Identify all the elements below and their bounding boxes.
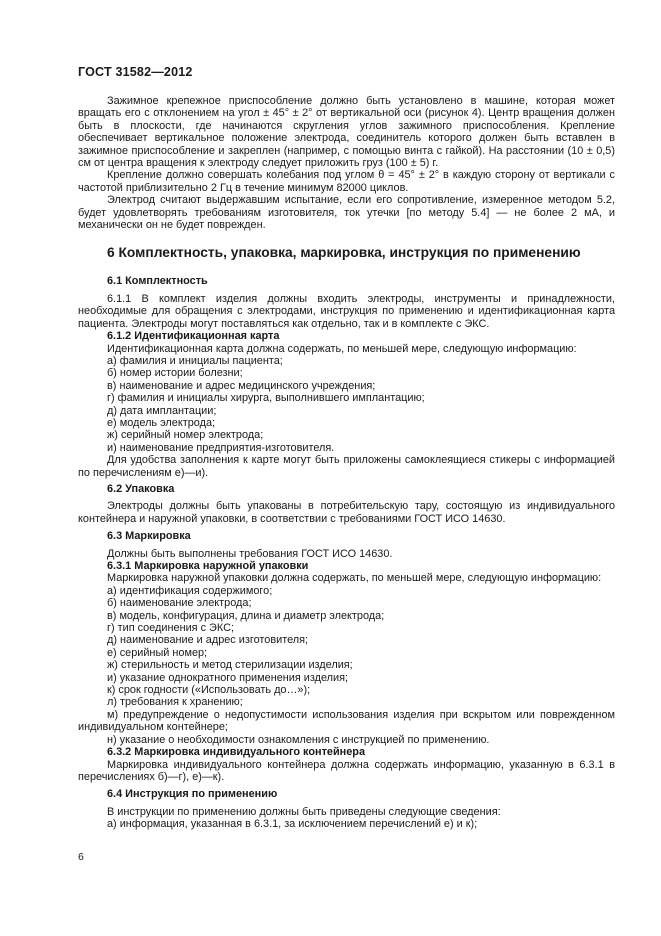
section-6-3-1-intro: Маркировка наружной упаковки должна содержать, по меньшей мере, следующую информацию: [107,572,602,585]
paragraph-oscillation: Крепление должно совершать колебания под углом θ = 45° ± 2° в каждую сторону от вертикали с частотой приблизительно 2 Гц в течение минимум 82000 циклов. [78,169,615,194]
list-item: л) требования к хранению; [107,696,243,709]
section-6-2-text: Электроды должны быть упакованы в потребительскую тару, состоящую из индивидуального контейнера и наружной упаковки, в соответствии с требованиями ГОСТ ИСО 14630. [78,500,615,525]
list-item: н) указание о необходимости ознакомления с инструкцией по применению. [107,733,490,746]
section-6-4-intro: В инструкции по применению должны быть приведены следующие сведения: [107,805,501,818]
list-item: а) фамилия и инициалы пациента; [107,354,283,367]
section-6-3-1-title: 6.3.1 Маркировка наружной упаковки [107,560,309,572]
list-item: в) модель, конфигурация, длина и диаметр электрода; [107,609,385,622]
section-6-3-2-text: Маркировка индивидуального контейнера должна содержать информацию, указанную в 6.3.1 в перечислениях б)—г), е)—к). [78,758,615,783]
list-item: д) наименование и адрес изготовителя; [107,634,309,647]
list-item: м) предупреждение о недопустимости использования изделия при вскрытом или поврежденном индивидуальном контейнере; [78,708,615,734]
paragraph-pass-criteria: Электрод считают выдержавшим испытание, если его сопротивление, измеренное методом 5.2, будет удовлетворять требованиям изготовителя, ток утечки [по методу 5.4] — не более 2 мА, и механически он не будет поврежден. [78,194,615,232]
section-6-4-title: 6.4 Инструкция по применению [107,788,278,801]
list-item: и) наименование предприятия-изготовителя. [107,441,335,454]
list-item: г) фамилия и инициалы хирурга, выполнившего имплантацию; [107,392,425,405]
standard-header: ГОСТ 31582—2012 [78,65,193,79]
list-item: ж) стерильность и метод стерилизации изделия; [107,659,353,672]
paragraph-clamp: Зажимное крепежное приспособление должно быть установлено в машине, которая может вращать его с отклонением на угол ± 45° ± 2° от вертикальной оси (рисунок 4). Центр вращения должен быть в плоскости, где начинаются скругления углов зажимного приспособления. Крепление обеспечивает вертикальное положение электрода, соединитель которого должен быть вставлен в зажимное приспособление и закреплен (например, с помощью винта с гайкой). На расстоянии (10 ± 0,5) см от центра вращения к электроду следует приложить груз (100 ± 5) г. [78,95,615,170]
section-6-1-1-text: 6.1.1 В комплект изделия должны входить электроды, инструменты и принадлежности, необходимые для обращения с электродами, инструкция по применению и идентификационная карта пациента. Электроды могут поставляться как отдельно, так и в комплекте с ЭКС. [78,292,615,330]
list-item: е) модель электрода; [107,416,216,429]
list-item: е) серийный номер; [107,646,208,659]
page-number: 6 [78,851,84,863]
list-item: ж) серийный номер электрода; [107,429,264,442]
list-item: г) тип соединения с ЭКС; [107,622,235,635]
section-6-3-2-title: 6.3.2 Маркировка индивидуального контейнера [107,746,366,759]
section-6-3-title: 6.3 Маркировка [107,530,191,543]
list-item: д) дата имплантации; [107,404,217,417]
section-6-3-text: Должны быть выполнены требования ГОСТ ИСО 14630. [107,547,393,560]
list-item: к) срок годности («Использовать до…»); [107,684,311,697]
section-6-1-2-note: Для удобства заполнения к карте могут быть приложены самоклеящиеся стикеры с информацией по перечислениям е)—и). [78,454,615,479]
page-content [78,95,615,831]
list-item: а) идентификация содержимого; [107,584,273,597]
list-item: б) наименование электрода; [107,597,252,610]
section-6-1-title: 6.1 Комплектность [107,275,208,288]
list-item: а) информация, указанная в 6.3.1, за исключением перечислений е) и к); [107,818,478,831]
id-card-list [78,355,615,454]
list-item: б) номер истории болезни; [107,367,243,380]
section-6-1-2-title: 6.1.2 Идентификационная карта [107,330,280,343]
section-6-title: 6 Комплектность, упаковка, маркировка, инструкция по применению [107,245,581,261]
list-item: в) наименование и адрес медицинского учреждения; [107,379,376,392]
section-6-1-2-intro: Идентификационная карта должна содержать, по меньшей мере, следующую информацию: [107,342,577,355]
list-item: и) указание однократного применения изделия; [107,671,349,684]
section-6-2-title: 6.2 Упаковка [107,482,175,495]
outer-package-list [78,585,615,746]
